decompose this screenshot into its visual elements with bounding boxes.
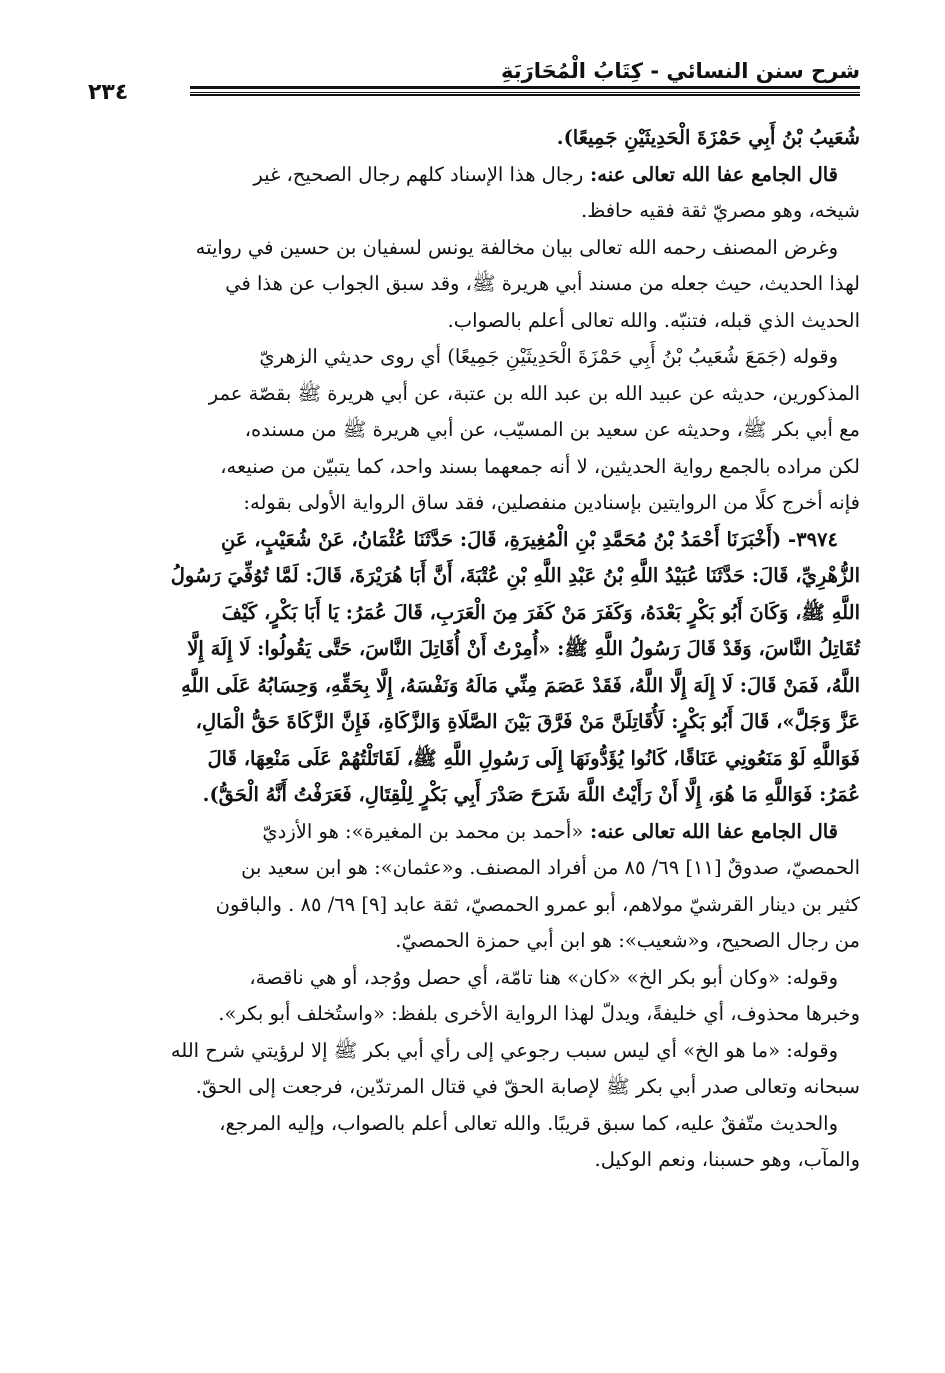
paragraph-text: شُعَيبُ بْنُ أَبِي حَمْزَةَ الْحَدِيثَيْنِ جَمِيعًا). [556,126,860,149]
paragraph-4 [80,339,860,522]
paragraph-lead: قال الجامع عفا الله تعالى عنه: [583,819,838,843]
paragraph-1 [80,120,860,157]
paragraph-text: والحديث متّفقٌ عليه، كما سبق قريبًا. والله تعالى أعلم بالصواب، وإليه المرجع، والمآب، وهو حسبنا، ونعم الوكيل. [219,1111,860,1171]
paragraph-text: «أحمد بن محمد بن المغيرة»: هو الأزديّ الحمصيّ، صدوقٌ [١١] ٦٩/ ٨٥ من أفراد المصنف. و«عثمان»: هو ابن سعيد بن كثير بن دينار القرشيّ مولاهم، أبو عمرو الحمصيّ، ثقة عابد [٩] ٦٩/ ٨٥ . والباقون من رجال الصحيح، و«شعيب»: هو ابن أبي حمزة الحمصيّ. [215,819,860,952]
paragraph-text: وقوله: «ما هو الخ» أي ليس سبب رجوعي إلى رأي أبي بكر ﷺ إلا لرؤيتي شرح الله سبحانه وتعالى صدر أبي بكر ﷺ لإصابة الحقّ في قتال المرتدّين، فرجعت إلى الحقّ. [170,1038,860,1098]
paragraph-text: وغرض المصنف رحمه الله تعالى بيان مخالفة يونس لسفيان بن حسين في روايته لهذا الحديث، حيث جعله من مسند أبي هريرة ﷺ، وقد سبق الجواب عن هذا في الحديث الذي قبله، فتنبّه. والله تعالى أعلم بالصواب. [195,235,860,332]
paragraph-8 [80,1033,860,1106]
hadith-3974 [80,522,860,814]
paragraph-6 [80,814,860,960]
paragraph-text: رجال هذا الإسناد كلهم رجال الصحيح، غير شيخه، وهو مصريّ ثقة فقيه حافظ. [253,162,860,222]
paragraph-text: وقوله (جَمَعَ شُعَيبُ بْنُ أَبِي حَمْزَةَ الْحَدِيثَيْنِ جَمِيعًا) أي روى حديثي الزهريّ المذكورين، حديثه عن عبيد الله بن عبد الله بن عتبة، عن أبي هريرة ﷺ بقصّة عمر مع أبي بكر ﷺ، وحديثه عن سعيد بن المسيّب، عن أبي هريرة ﷺ من مسنده، لكن مراده بالجمع رواية الحديثين، لا أنه جمعهما بسند واحد، كما يتبيّن من صنيعه، فإنه أخرج كلًا من الروايتين بإسنادين منفصلين، فقد ساق الرواية الأولى بقوله: [208,345,860,514]
paragraph-7 [80,960,860,1033]
page-body [80,120,860,1179]
page-number: ٢٣٤ [88,80,129,105]
paragraph-lead: قال الجامع عفا الله تعالى عنه: [583,162,838,186]
paragraph-3 [80,230,860,340]
paragraph-text: ٣٩٧٤- (أَخْبَرَنَا أَحْمَدُ بْنُ مُحَمَّدِ بْنِ الْمُغِيرَةِ، قَالَ: حَدَّثَنَا عُثْمَانُ، عَنْ شُعَيْبٍ، عَنِ الزُّهْرِيِّ، قَالَ: حَدَّثَنَا عُبَيْدُ اللَّهِ بْنُ عَبْدِ اللَّهِ بْنِ عُتْبَةَ، أَنَّ أَبَا هُرَيْرَةَ، قَالَ: لَمَّا تُوُفِّيَ رَسُولُ اللَّهِ ﷺ، وَكَانَ أَبُو بَكْرٍ بَعْدَهُ، وَكَفَرَ مَنْ كَفَرَ مِنَ الْعَرَبِ، قَالَ عُمَرُ: يَا أَبَا بَكْرٍ، كَيْفَ تُقَاتِلُ النَّاسَ، وَقَدْ قَالَ رَسُولُ اللَّهِ ﷺ: «أُمِرْتُ أَنْ أُقَاتِلَ النَّاسَ، حَتَّى يَقُولُوا: لَا إِلَهَ إِلَّا اللَّهُ، فَمَنْ قَالَ: لَا إِلَهَ إِلَّا اللَّهُ، فَقَدْ عَصَمَ مِنِّي مَالَهُ وَنَفْسَهُ، إِلَّا بِحَقِّهِ، وَحِسَابُهُ عَلَى اللَّهِ عَزَّ وَجَلَّ»، قَالَ أَبُو بَكْرٍ: لَأُقَاتِلَنَّ مَنْ فَرَّقَ بَيْنَ الصَّلَاةِ وَالزَّكَاةِ، فَإِنَّ الزَّكَاةَ حَقُّ الْمَالِ، فَوَاللَّهِ لَوْ مَنَعُونِي عَنَاقًا، كَانُوا يُؤَدُّونَهَا إِلَى رَسُولِ اللَّهِ ﷺ، لَقَاتَلْتُهُمْ عَلَى مَنْعِهَا، قَالَ عُمَرُ: فَوَاللَّهِ مَا هُوَ، إِلَّا أَنْ رَأَيْتُ اللَّهَ شَرَحَ صَدْرَ أَبِي بَكْرٍ لِلْقِتَالِ، فَعَرَفْتُ أَنَّهُ الْحَقُّ). [170,527,860,806]
running-title: شرح سنن النسائي - كِتَابُ الْمُحَارَبَةِ [501,59,860,83]
paragraph-text: وقوله: «وكان أبو بكر الخ» «كان» هنا تامّة، أي حصل ووُجد، أو هي ناقصة، وخبرها محذوف، أي خليفةً، ويدلّ لهذا الرواية الأخرى بلفظ: «واستُخلف أبو بكر». [218,965,860,1025]
page-header [88,56,860,104]
paragraph-9 [80,1106,860,1179]
paragraph-2 [80,157,860,230]
header-rule-secondary [190,94,860,96]
header-rule [190,86,860,93]
